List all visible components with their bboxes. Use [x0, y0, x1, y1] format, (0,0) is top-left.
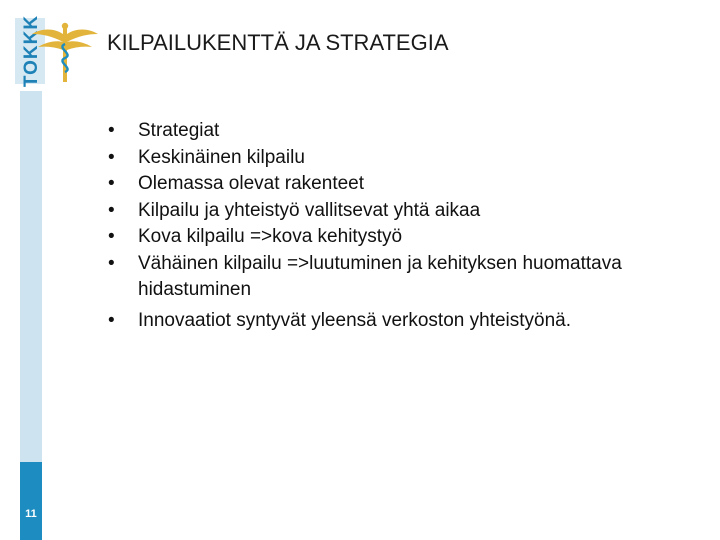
bullet-icon: • [108, 226, 115, 247]
logo-wordmark-text: TOKKK [21, 14, 43, 88]
bullet-item [108, 224, 698, 251]
bullet-icon: • [108, 252, 115, 274]
bullet-icon: • [108, 173, 115, 194]
page-number: 11 [25, 508, 37, 520]
bullet-item [108, 251, 698, 304]
bullet-text: Innovaatiot syntyvät yleensä verkoston yhteistyönä. [138, 309, 572, 331]
bullet-item [108, 145, 698, 172]
bullet-icon: • [108, 146, 115, 168]
bullet-text: Olemassa olevat rakenteet [138, 173, 365, 194]
bullet-text: Keskinäinen kilpailu [138, 146, 305, 168]
caduceus-emblem-icon [30, 22, 100, 84]
bullet-list [108, 118, 698, 334]
bullet-icon: • [108, 199, 115, 221]
bullet-item [108, 118, 698, 145]
bullet-item [108, 198, 698, 225]
bullet-icon: • [108, 120, 115, 141]
bullet-text: Vähäinen kilpailu =>luutuminen ja kehityksen huomattava hidastuminen [138, 252, 622, 300]
left-accent-bar [20, 91, 42, 462]
bullet-item [108, 308, 698, 335]
bullet-icon: • [108, 309, 115, 331]
bullet-text: Kova kilpailu =>kova kehitystyö [138, 226, 403, 247]
tokkk-logo [0, 0, 110, 92]
bullet-item [108, 171, 698, 198]
left-accent-bar-bottom [20, 462, 42, 540]
bullet-text: Kilpailu ja yhteistyö vallitsevat yhtä aikaa [138, 199, 481, 221]
slide-title: KILPAILUKENTTÄ JA STRATEGIA [107, 30, 449, 55]
bullet-text: Strategiat [138, 120, 220, 141]
